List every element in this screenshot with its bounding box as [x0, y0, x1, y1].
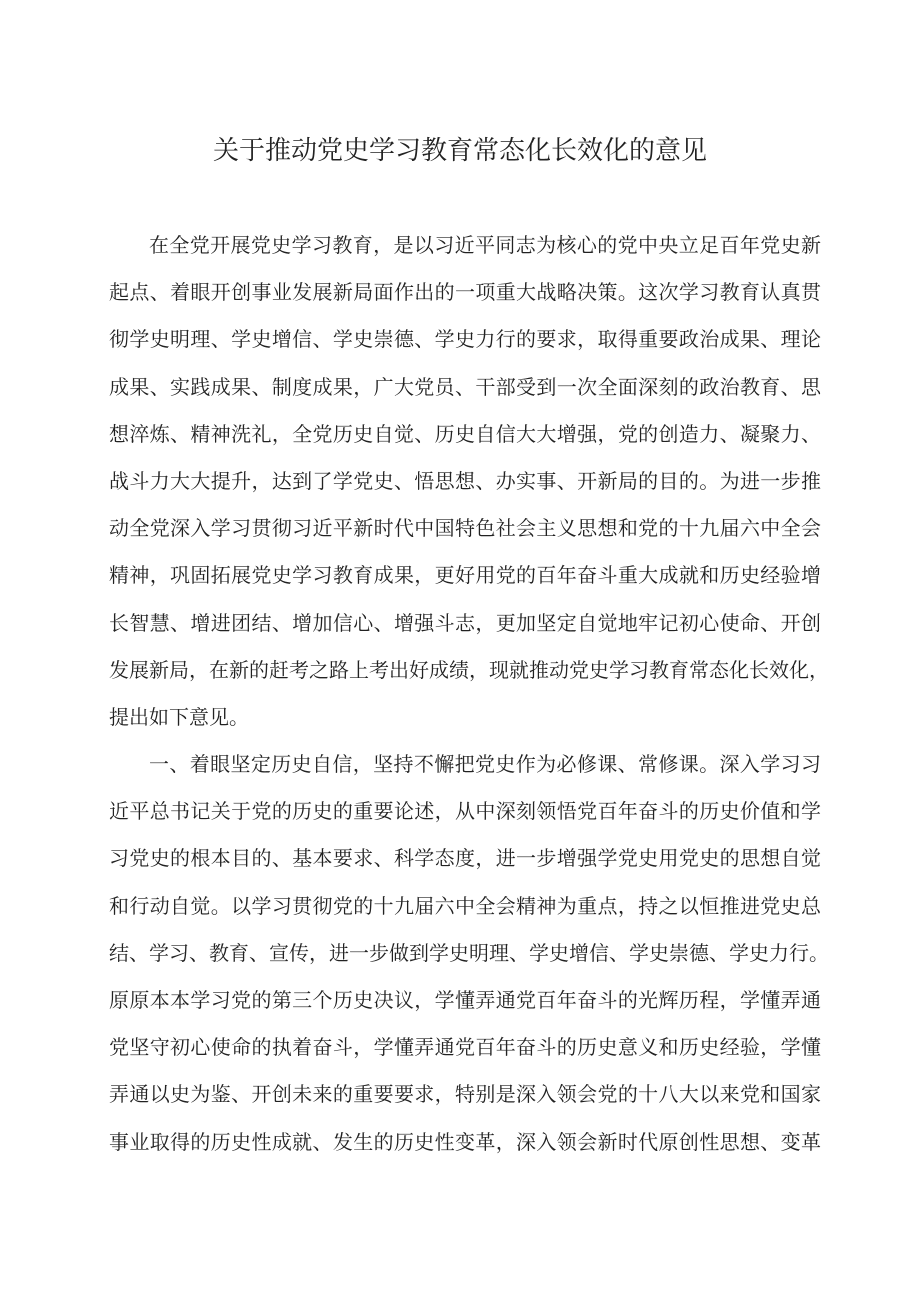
paragraph-line: 动全党深入学习贯彻习近平新时代中国特色社会主义思想和党的十九届六中全会	[109, 516, 821, 541]
paragraph-line: 长智慧、增进团结、增加信心、增强斗志，更加坚定自觉地牢记初心使命、开创	[109, 610, 821, 635]
paragraph-line: 事业取得的历史性成就、发生的历史性变革，深入领会新时代原创性思想、变革	[109, 1129, 821, 1154]
paragraph-line: 精神，巩固拓展党史学习教育成果，更好用党的百年奋斗重大成就和历史经验增	[109, 563, 821, 588]
paragraph-line: 原原本本学习党的第三个历史决议，学懂弄通党百年奋斗的光辉历程，学懂弄通	[109, 988, 821, 1012]
document-body	[109, 222, 829, 1166]
document-title: 关于推动党史学习教育常态化长效化的意见	[212, 136, 707, 166]
paragraph-line: 一、着眼坚定历史自信，坚持不懈把党史作为必修课、常修课。深入学习习	[149, 752, 821, 777]
paragraph-line: 成果、实践成果、制度成果，广大党员、干部受到一次全面深刻的政治教育、思	[109, 374, 821, 399]
paragraph-line: 想淬炼、精神洗礼，全党历史自觉、历史自信大大增强，党的创造力、凝聚力、	[109, 421, 821, 446]
paragraph-line: 发展新局，在新的赶考之路上考出好成绩，现就推动党史学习教育常态化长效化，	[109, 657, 829, 682]
paragraph-line: 和行动自觉。以学习贯彻党的十九届六中全会精神为重点，持之以恒推进党史总	[109, 893, 821, 918]
paragraph-line: 彻学史明理、学史增信、学史崇德、学史力行的要求，取得重要政治成果、理论	[109, 327, 821, 352]
paragraph-line: 战斗力大大提升，达到了学党史、悟思想、办实事、开新局的目的。为进一步推	[109, 468, 821, 493]
paragraph-line: 弄通以史为鉴、开创未来的重要要求，特别是深入领会党的十八大以来党和国家	[109, 1082, 821, 1107]
paragraph-line: 在全党开展党史学习教育，是以习近平同志为核心的党中央立足百年党史新	[149, 233, 821, 257]
paragraph-line: 党坚守初心使命的执着奋斗，学懂弄通党百年奋斗的历史意义和历史经验，学懂	[109, 1035, 821, 1060]
paragraph-line: 习党史的根本目的、基本要求、科学态度，进一步增强学党史用党史的思想自觉	[109, 846, 821, 871]
paragraph-line: 起点、着眼开创事业发展新局面作出的一项重大战略决策。这次学习教育认真贯	[109, 280, 821, 305]
paragraph-line: 结、学习、教育、宣传，进一步做到学史明理、学史增信、学史崇德、学史力行。	[109, 940, 829, 965]
paragraph-line: 近平总书记关于党的历史的重要论述，从中深刻领悟党百年奋斗的历史价值和学	[109, 799, 821, 824]
paragraph-line: 提出如下意见。	[109, 704, 249, 729]
